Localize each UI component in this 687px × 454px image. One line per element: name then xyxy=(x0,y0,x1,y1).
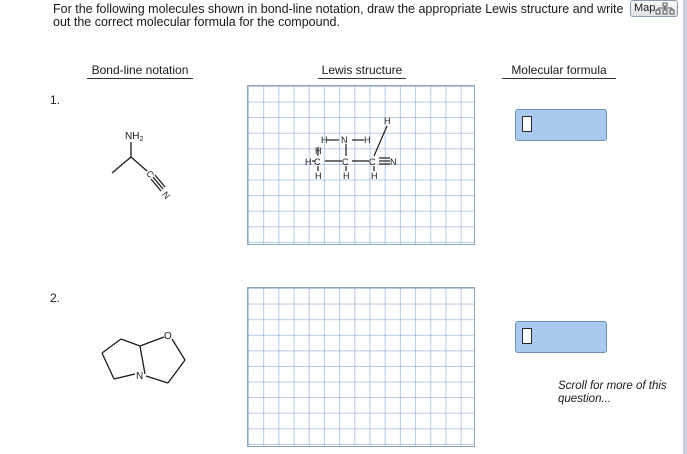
lewis-atom-c: C xyxy=(314,157,321,167)
amine-subscript: 2 xyxy=(139,136,144,143)
text-cursor-icon xyxy=(522,328,532,344)
lewis-atom-n: N xyxy=(390,157,397,167)
scroll-note: Scroll for more of this question... xyxy=(558,380,667,405)
lewis-atom-h: H xyxy=(384,116,391,126)
lewis-atom-h: H xyxy=(305,157,312,167)
nitrogen-label: N xyxy=(160,189,173,201)
lewis-atom-h: H xyxy=(343,171,350,181)
map-button[interactable] xyxy=(630,0,678,17)
question-number: 2. xyxy=(50,291,61,305)
amine-label: NH xyxy=(125,131,140,142)
lewis-structure-drawing-1 xyxy=(248,86,476,246)
column-header-formula: Molecular formula xyxy=(502,63,616,79)
scrollbar[interactable] xyxy=(683,0,687,454)
lewis-atom-h: H xyxy=(315,146,322,156)
bond-line-structure-2 xyxy=(90,320,200,390)
instructions-text: For the following molecules shown in bond-line notation, draw the appropriate Lewis structure and write out the correct molecular formula for the compound. xyxy=(53,2,624,29)
svg-text:NH2 xyxy=(125,131,143,143)
question-number: 1. xyxy=(50,93,61,107)
map-button-label: Map xyxy=(634,2,656,14)
lewis-atom-h: H xyxy=(315,171,322,181)
column-header-lewis: Lewis structure xyxy=(318,63,406,79)
lewis-atom-h: H xyxy=(321,135,328,145)
text-cursor-icon xyxy=(522,116,532,132)
sitemap-icon xyxy=(655,2,675,16)
lewis-atom-c: C xyxy=(369,157,376,167)
column-header-bond-line: Bond-line notation xyxy=(87,63,193,79)
nitrogen-label: N xyxy=(136,371,144,382)
bond-line-structure-1 xyxy=(105,125,185,205)
lewis-drawing-area-1[interactable] xyxy=(247,85,475,245)
molecular-formula-input-2[interactable] xyxy=(515,321,607,353)
lewis-atom-h: H xyxy=(364,135,371,145)
lewis-atom-h: H xyxy=(371,171,378,181)
lewis-drawing-area-2[interactable] xyxy=(247,287,475,447)
oxygen-label: O xyxy=(164,331,172,342)
lewis-atom-c: C xyxy=(342,157,349,167)
lewis-atom-n: N xyxy=(341,135,348,145)
carbon-label: C xyxy=(144,168,157,180)
molecular-formula-input-1[interactable] xyxy=(515,109,607,141)
